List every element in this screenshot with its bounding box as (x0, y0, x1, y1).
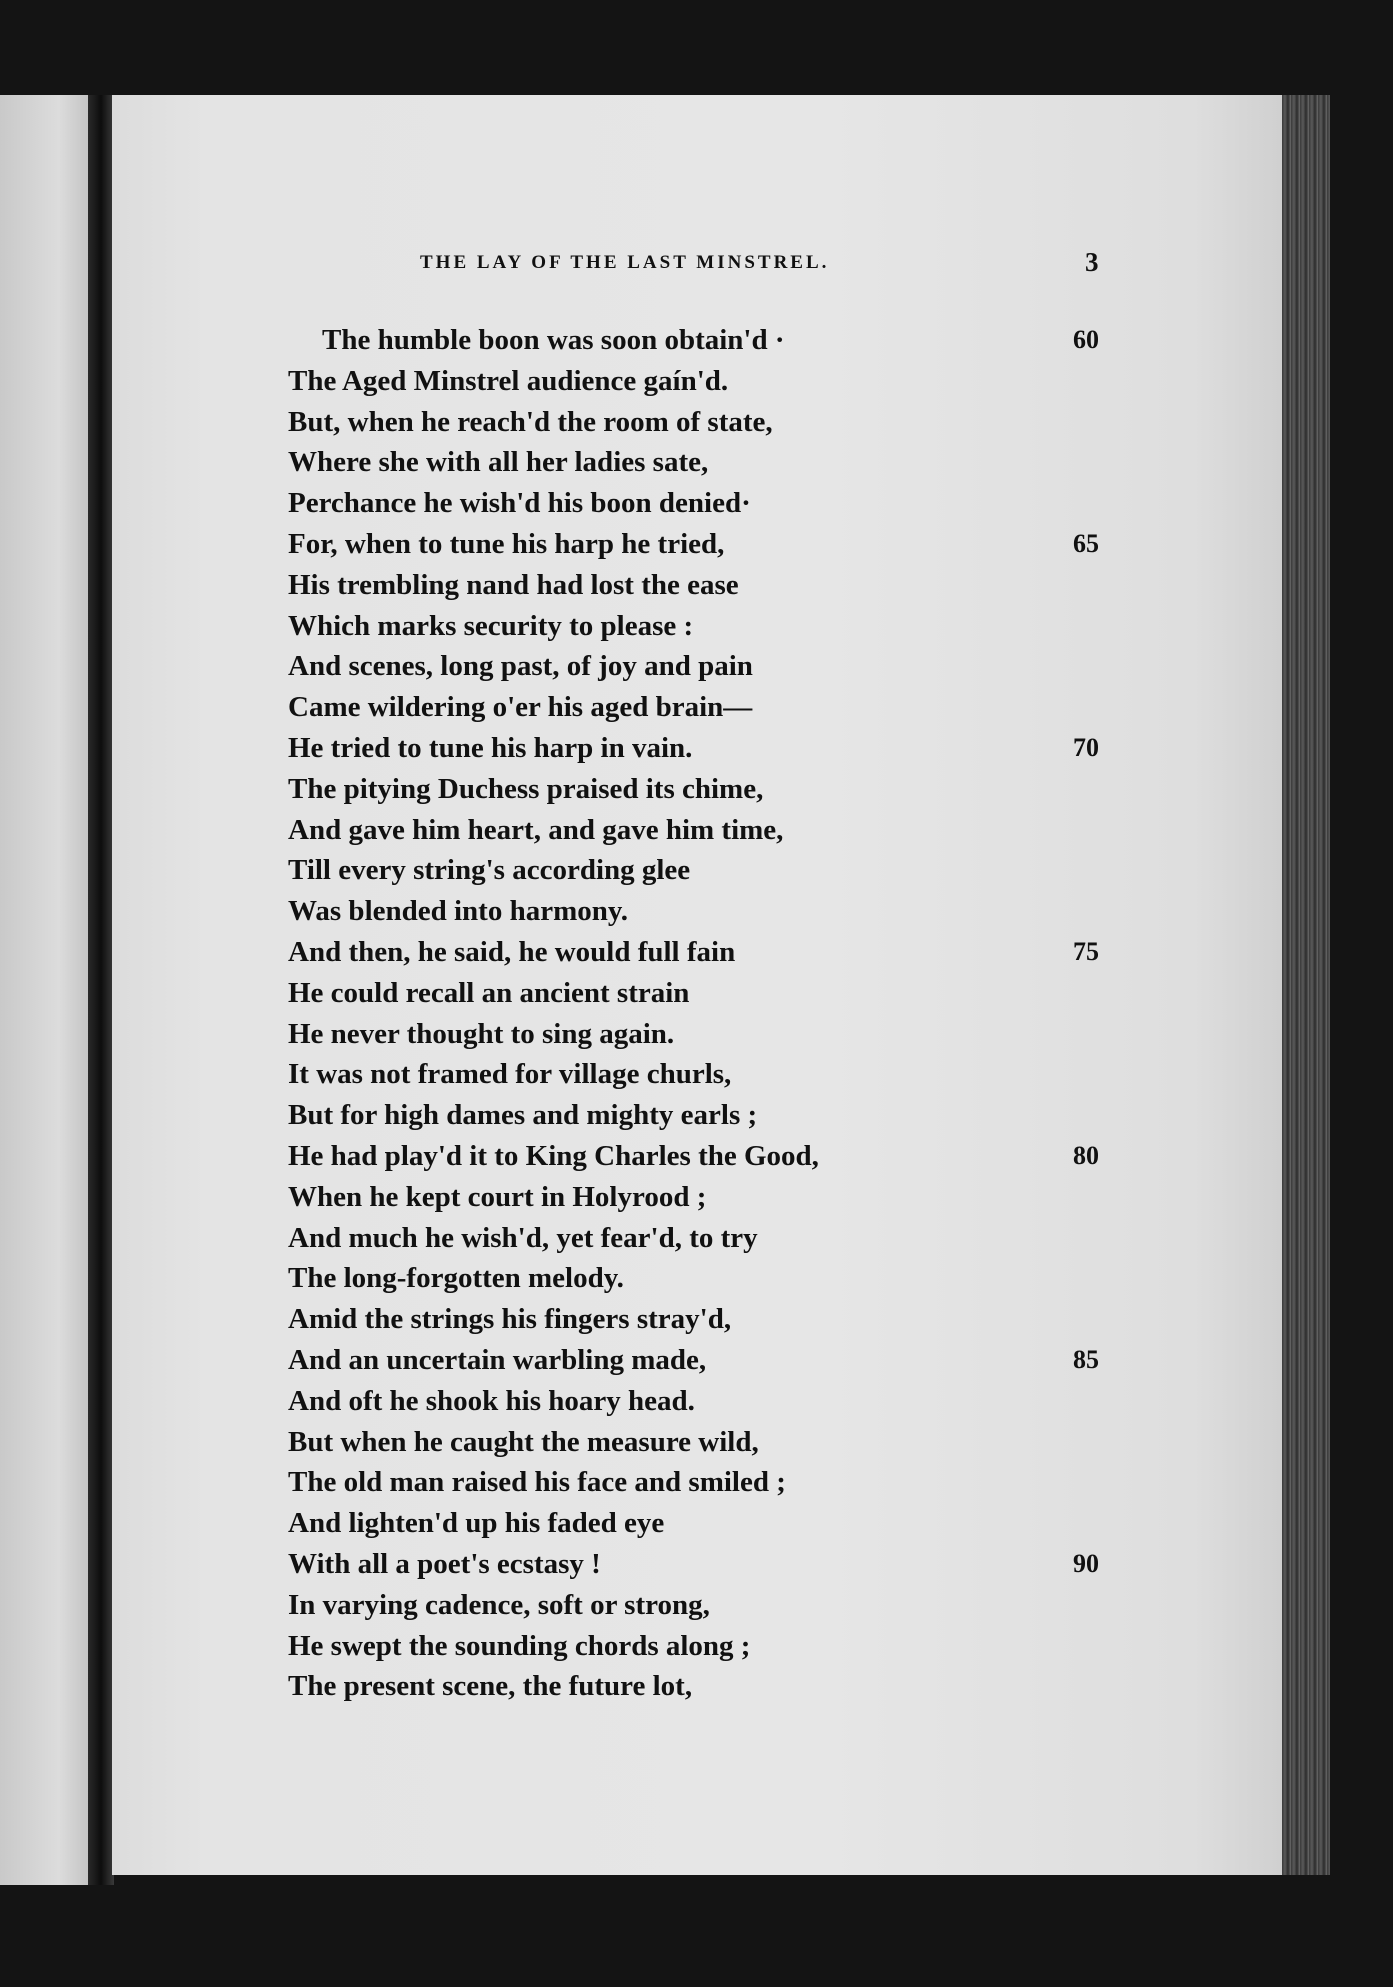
verse-line-text: The present scene, the future lot, (288, 1670, 693, 1703)
verse-line (288, 1462, 1128, 1503)
verse-line-text: But for high dames and mighty earls ; (288, 1099, 758, 1132)
verse-line (288, 442, 1128, 483)
book-gutter (88, 95, 114, 1885)
verse-line (288, 402, 1128, 443)
verse-line-text: Came wildering o'er his aged brain— (288, 691, 753, 724)
line-number: 60 (1073, 325, 1099, 354)
verse-line (288, 1340, 1128, 1381)
verse-line-text: The long-forgotten melody. (288, 1262, 624, 1295)
verse-line (288, 810, 1128, 851)
verse-line-text: Which marks security to please : (288, 609, 694, 642)
verse-line-text: The old man raised his face and smiled ; (288, 1466, 786, 1499)
verse-line (288, 973, 1128, 1014)
verse-line-text: But when he caught the measure wild, (288, 1425, 759, 1458)
verse-line (288, 1503, 1128, 1544)
verse-block (288, 320, 1128, 1707)
verse-line-text: And lighten'd up his faded eye (288, 1507, 665, 1540)
verse-line-text: But, when he reach'd the room of state, (288, 405, 773, 438)
facing-page-edge (0, 95, 98, 1885)
verse-line (288, 1666, 1128, 1707)
verse-line (288, 1585, 1128, 1626)
verse-line (288, 1054, 1128, 1095)
verse-line-text: The humble boon was soon obtain'd · (322, 324, 785, 356)
verse-line (288, 1218, 1128, 1259)
verse-line (288, 1299, 1128, 1340)
verse-line (288, 483, 1128, 524)
verse-line-text: In varying cadence, soft or strong, (288, 1588, 710, 1621)
verse-line-text: He could recall an ancient strain (288, 976, 690, 1009)
verse-line (288, 1014, 1128, 1055)
verse-line (288, 1136, 1128, 1177)
verse-line-text: When he kept court in Holyrood ; (288, 1180, 707, 1213)
verse-line (288, 646, 1128, 687)
verse-line (288, 1544, 1128, 1585)
verse-line (288, 1095, 1128, 1136)
verse-line-text: And then, he said, he would full fain (288, 935, 736, 968)
verse-line (288, 524, 1128, 565)
line-number: 80 (1073, 1140, 1099, 1170)
verse-line (288, 769, 1128, 810)
verse-line (288, 565, 1128, 606)
verse-line-text: And much he wish'd, yet fear'd, to try (288, 1221, 758, 1254)
verse-line (288, 1422, 1128, 1463)
verse-line-text: With all a poet's ecstasy ! (288, 1547, 601, 1580)
line-number: 75 (1073, 936, 1099, 966)
verse-line (288, 687, 1128, 728)
verse-line (288, 891, 1128, 932)
page-block-edge (1282, 95, 1330, 1875)
verse-line (288, 361, 1128, 402)
verse-line-text: And an uncertain warbling made, (288, 1343, 707, 1376)
verse-line-text: His trembling nand had lost the ease (288, 568, 739, 601)
verse-line-text: For, when to tune his harp he tried, (288, 527, 725, 560)
verse-line (288, 1381, 1128, 1422)
verse-line-text: And gave him heart, and gave him time, (288, 813, 784, 846)
verse-line-text: Amid the strings his fingers stray'd, (288, 1303, 732, 1336)
verse-line-text: Till every string's according glee (288, 854, 691, 887)
verse-line (288, 1177, 1128, 1218)
verse-line-text: The Aged Minstrel audience gaín'd. (288, 364, 729, 397)
verse-line (288, 606, 1128, 647)
verse-line-text: It was not framed for village churls, (288, 1058, 732, 1091)
verse-line-text: And scenes, long past, of joy and pain (288, 650, 753, 683)
verse-line (288, 850, 1128, 891)
verse-line-text: He had play'd it to King Charles the Good, (288, 1139, 819, 1172)
verse-line-text: Where she with all her ladies sate, (288, 446, 709, 479)
verse-line (288, 320, 1128, 361)
verse-line-text: And oft he shook his hoary head. (288, 1384, 695, 1417)
line-number: 90 (1073, 1548, 1099, 1578)
running-head: THE LAY OF THE LAST MINSTREL. (420, 252, 830, 273)
verse-line (288, 932, 1128, 973)
line-number: 65 (1073, 528, 1099, 558)
verse-line-text: Was blended into harmony. (288, 895, 629, 928)
verse-line (288, 1258, 1128, 1299)
verse-line (288, 1626, 1128, 1667)
page-number: 3 (1085, 247, 1099, 277)
line-number: 85 (1073, 1344, 1099, 1374)
line-number: 70 (1073, 732, 1099, 762)
verse-line-text: He tried to tune his harp in vain. (288, 731, 693, 764)
verse-line-text: He swept the sounding chords along ; (288, 1629, 751, 1662)
verse-line-text: The pitying Duchess praised its chime, (288, 772, 764, 805)
verse-line (288, 728, 1128, 769)
verse-line-text: He never thought to sing again. (288, 1017, 675, 1050)
verse-line-text: Perchance he wish'd his boon denied· (288, 487, 751, 520)
